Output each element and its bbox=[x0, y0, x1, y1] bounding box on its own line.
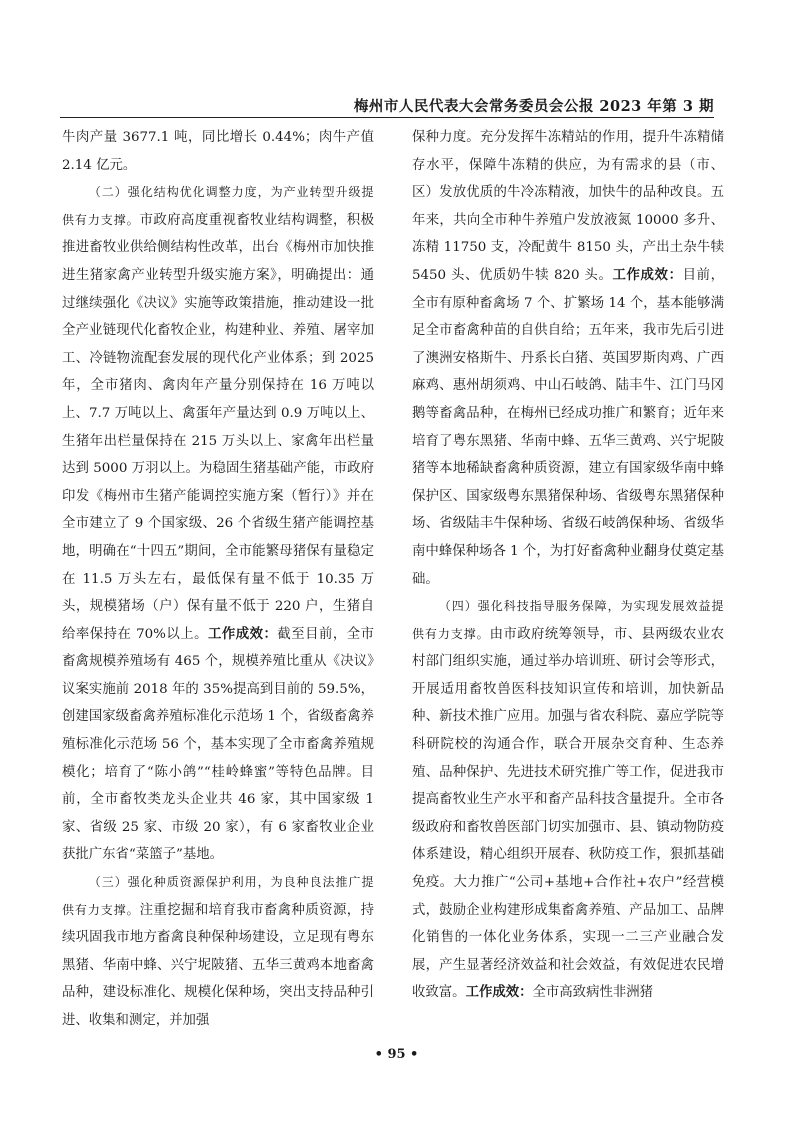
journal-title: 梅州市人民代表大会常务委员会公报 2023 年第 3 期 bbox=[353, 98, 714, 115]
section-three-body: 注重挖掘和培育我市畜禽种质资源，持续巩固我市地方畜禽良种保种场建设，立足现有粤东黑猪、华南中蜂、兴宁坭陂猪、五华三黄鸡本地畜禽品种，建设标准化、规模化保种场，突出支持品种引进、收集和测定，并加强 bbox=[62, 902, 374, 1028]
section-four-paragraph bbox=[412, 593, 724, 1007]
section-two-heading: （二）强化结构优化调整力度，为产业转型升级提供有力支撑。 bbox=[62, 185, 374, 227]
section-two-body: 市政府高度重视畜牧业结构调整，积极推进畜牧业供给侧结构性改革，出台《梅州市加快推进生猪家禽产业转型升级实施方案》，明确提出：通过继续强化《决议》实施等政策措施，推动建设一批全产业链现代化畜牧企业，构建种业、养殖、屠宰加工、冷链物流配套发展的现代化产业体系；到 2025 年，全市猪肉、禽肉年产量分别保持在 16 万吨以上、7.7 万吨以上、禽蛋年产量达到 0.9 万吨以上、生猪年出栏量保持在 215 万头以上、家禽年出栏量达到 5000 万羽以上。为稳固生猪基础产能，市政府印发《梅州市生猪产能调控实施方案（暂行）》并在全市建立了 9 个国家级、26 个省级生猪产能调控基地，明确在“十四五”期间，全市能繁母猪保有量稳定在 11.5 万头左右，最低保有量不低于 10.35 万头，规模猪场（户）保有量不低于 220 户，生猪自给率保持在 70%以上。 bbox=[62, 212, 374, 642]
paragraph-continuation bbox=[62, 124, 374, 179]
section-four-results: 全市高致病性非洲猪 bbox=[532, 985, 654, 1001]
work-results-label: 工作成效： bbox=[612, 267, 683, 283]
section-three-continuation bbox=[412, 124, 724, 593]
page-header bbox=[60, 95, 714, 119]
section-two-results: 截至目前，全市畜禽规模养殖场有 465 个，规模养殖比重从《决议》议案实施前 2018 年的 35%提高到目前的 59.5%，创建国家级畜禽养殖标准化示范场 1 个，省级畜禽养殖标准化示范场 56 个，基本实现了全市畜禽养殖规模化；培育了“陈小鸽”“桂岭蜂蜜”等特色品牌。目前，全市畜牧类龙头企业共 46 家，其中国家级 1 家、省级 25 家、市级 20 家），有 6 家畜牧业企业获批广东省“菜篮子”基地。 bbox=[62, 626, 374, 863]
right-column bbox=[412, 124, 725, 1001]
section-three-heading: （三）强化种质资源保护利用，为良种良法推广提供有力支撑。 bbox=[62, 875, 374, 917]
section-four-heading: （四）强化科技指导服务保障，为实现发展效益提供有力支撑。 bbox=[412, 599, 724, 641]
section-three-body-cont: 保种力度。充分发挥牛冻精站的作用，提升牛冻精储存水平，保障牛冻精的供应，为有需求的县（市、区）发放优质的牛冷冻精液，加快牛的品种改良。五年来，共向全市种牛养殖户发放液氮 10000 多升、冻精 11750 支，冷配黄牛 8150 头，产出土杂牛犊 5450 头、优质奶牛犊 820 头。 bbox=[412, 130, 724, 283]
section-three-paragraph bbox=[62, 869, 374, 1035]
section-four-body: 由市政府统筹领导，市、县两级农业农村部门组织实施，通过举办培训班、研讨会等形式，开展适用畜牧兽医科技知识宣传和培训，加快新品种、新技术推广应用。加强与省农科院、嘉应学院等科研院校的沟通合作，联合开展杂交育种、生态养殖、品种保护、先进技术研究推广等工作，促进我市提高畜牧业生产水平和畜产品科技含量提升。全市各级政府和畜牧兽医部门切实加强市、县、镇动物防疫体系建设，精心组织开展春、秋防疫工作，狠抓基础免疫。大力推广“公司+基地+合作社+农户”经营模式，鼓励企业构建形成集畜禽养殖、产品加工、品牌化销售的一体化业务体系，实现一二三产业融合发展，产生显著经济效益和社会效益，有效促进农民增收致富。 bbox=[412, 626, 724, 1001]
work-results-label: 工作成效： bbox=[207, 626, 278, 642]
page-number: • 95 • bbox=[374, 1047, 419, 1062]
work-results-label: 工作成效： bbox=[465, 985, 533, 1001]
left-column bbox=[62, 124, 374, 1028]
section-two-paragraph bbox=[62, 179, 374, 869]
paragraph-text: 牛肉产量 3677.1 吨，同比增长 0.44%；肉牛产值 2.14 亿元。 bbox=[62, 130, 374, 173]
header-divider bbox=[60, 117, 714, 118]
section-three-results: 目前，全市有原种畜禽场 7 个、扩繁场 14 个，基本能够满足全市畜禽种苗的自供自给；五年来，我市先后引进了澳洲安格斯牛、丹系长白猪、英国罗斯肉鸡、广西麻鸡、惠州胡须鸡、中山石岐鸽、陆丰牛、江门马冈鹅等畜禽品种，在梅州已经成功推广和繁育；近年来培育了粤东黑猪、华南中蜂、五华三黄鸡、兴宁坭陂猪等本地稀缺畜禽种质资源，建立有国家级华南中蜂保护区、国家级粤东黑猪保种场、省级粤东黑猪保种场、省级陆丰牛保种场、省级石岐鸽保种场、省级华南中蜂保种场各 1 个，为打好畜禽种业翻身仗奠定基础。 bbox=[412, 267, 725, 587]
